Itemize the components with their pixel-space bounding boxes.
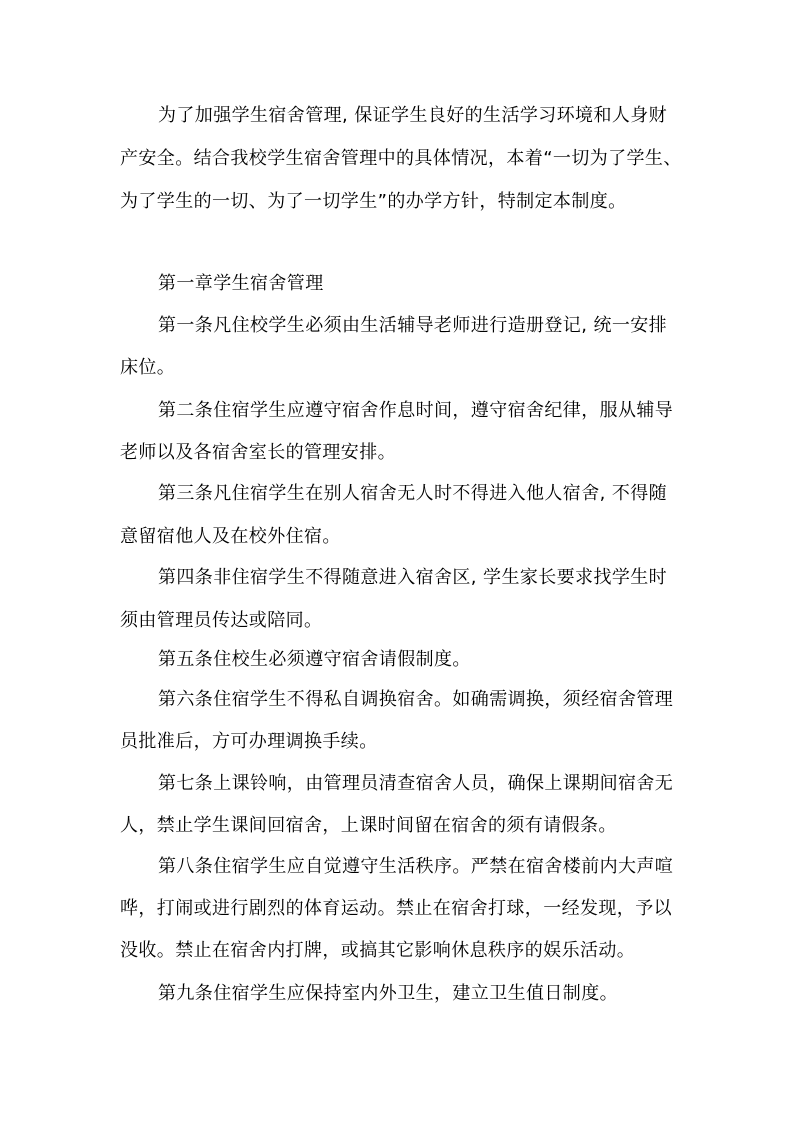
article-7-line-2: 人，禁止学生课间回宿舍，上课时间留在宿舍的须有请假条。: [120, 815, 617, 836]
article-3-line-1: 第三条凡住宿学生在别人宿舍无人时不得进入他人宿舍, 不得随: [158, 483, 668, 504]
article-2-line-1: 第二条住宿学生应遵守宿舍作息时间，遵守宿舍纪律，服从辅导: [158, 400, 674, 421]
article-1-line-1: 第一条凡住校学生必须由生活辅导老师进行造册登记, 统一安排: [158, 315, 668, 336]
article-8-line-2: 哗，打闹或进行剧烈的体育运动。禁止在宿舍打球，一经发现，予以: [120, 898, 672, 919]
article-2-line-2: 老师以及各宿舍室长的管理安排。: [120, 442, 396, 463]
article-6-line-2: 员批准后，方可办理调换手续。: [120, 731, 378, 752]
article-7-line-1: 第七条上课铃响，由管理员清查宿舍人员，确保上课期间宿舍无: [158, 773, 674, 794]
chapter-title: 第一章学生宿舍管理: [158, 273, 324, 294]
intro-line-3: 为了学生的一切、为了一切学生”的办学方针，特制定本制度。: [120, 191, 627, 212]
intro-line-1: 为了加强学生宿舍管理, 保证学生良好的生活学习环境和人身财: [158, 105, 668, 126]
article-8-line-1: 第八条住宿学生应自觉遵守生活秩序。严禁在宿舍楼前内大声喧: [158, 856, 674, 877]
article-5-line-1: 第五条住校生必须遵守宿舍请假制度。: [158, 649, 471, 670]
article-3-line-2: 意留宿他人及在校外住宿。: [120, 526, 341, 547]
article-9-line-1: 第九条住宿学生应保持室内外卫生，建立卫生值日制度。: [158, 983, 618, 1004]
article-8-line-3: 没收。禁止在宿舍内打牌，或搞其它影响休息秩序的娱乐活动。: [120, 940, 636, 961]
article-4-line-1: 第四条非住宿学生不得随意进入宿舍区, 学生家长要求找学生时: [158, 567, 668, 588]
article-4-line-2: 须由管理员传达或陪同。: [120, 610, 323, 631]
intro-line-2: 产安全。结合我校学生宿舍管理中的具体情况，本着“一切为了学生、: [120, 148, 682, 169]
article-1-line-2: 床位。: [120, 357, 176, 378]
article-6-line-1: 第六条住宿学生不得私自调换宿舍。如确需调换，须经宿舍管理: [158, 689, 674, 710]
